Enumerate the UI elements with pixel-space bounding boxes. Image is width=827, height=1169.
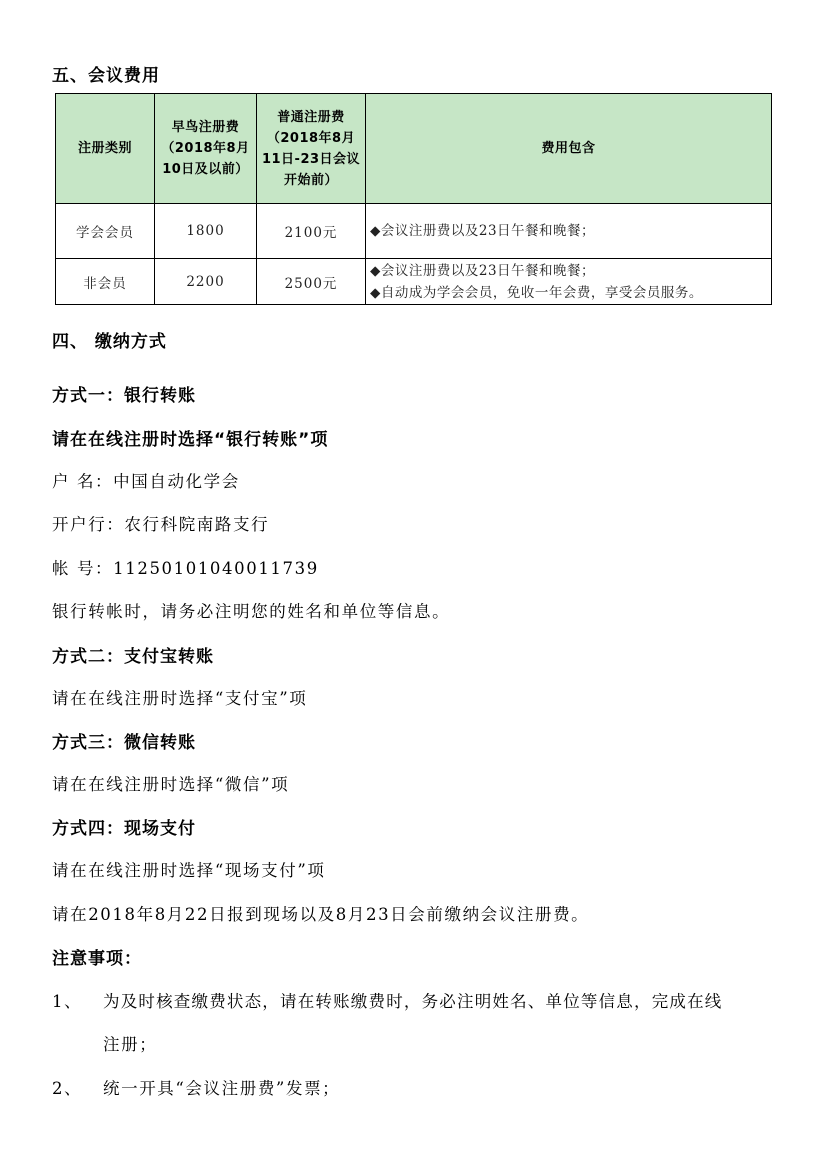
header-early-fee: 早鸟注册费（2018年8月10日及以前） xyxy=(155,94,257,204)
section-title-payment: 四、 缴纳方式 xyxy=(52,332,167,352)
include-item: ◆会议注册费以及23日午餐和晚餐； xyxy=(370,223,596,239)
note-number: 1、 xyxy=(52,992,83,1011)
header-category: 注册类别 xyxy=(56,94,155,204)
fee-table-header-row xyxy=(56,94,772,204)
method1-title: 方式一：银行转账 xyxy=(52,386,196,406)
method4-instruction: 请在在线注册时选择“现场支付”项 xyxy=(52,861,326,880)
method3-instruction: 请在在线注册时选择“微信”项 xyxy=(52,775,290,794)
header-includes: 费用包含 xyxy=(366,94,772,204)
method4-title: 方式四：现场支付 xyxy=(52,819,196,839)
header-regular-fee: 普通注册费（2018年8月11日-23日会议开始前） xyxy=(257,94,366,204)
cell-early-fee: 2200 xyxy=(155,259,257,305)
method4-note: 请在2018年8月22日报到现场以及8月23日会前缴纳会议注册费。 xyxy=(52,905,590,924)
account-name: 户 名：中国自动化学会 xyxy=(52,472,240,491)
note-number: 2、 xyxy=(52,1079,83,1098)
cell-category: 学会会员 xyxy=(56,204,155,259)
method1-instruction: 请在在线注册时选择“银行转账”项 xyxy=(52,430,329,450)
fee-table xyxy=(55,93,772,305)
account-number: 帐 号：11250101040011739 xyxy=(52,559,319,578)
cell-includes xyxy=(366,259,772,305)
bank-name: 开户行：农行科院南路支行 xyxy=(52,515,270,534)
method2-title: 方式二：支付宝转账 xyxy=(52,647,214,667)
table-row xyxy=(56,259,772,305)
cell-early-fee: 1800 xyxy=(155,204,257,259)
note-text: 统一开具“会议注册费”发票； xyxy=(103,1079,341,1098)
cell-regular-fee: 2500元 xyxy=(257,259,366,305)
section-title-fees: 五、会议费用 xyxy=(52,66,160,86)
note-text: 为及时核查缴费状态，请在转账缴费时，务必注明姓名、单位等信息，完成在线 xyxy=(103,992,723,1011)
table-row xyxy=(56,204,772,259)
note-text-continued: 注册； xyxy=(103,1035,158,1054)
cell-category: 非会员 xyxy=(56,259,155,305)
method2-instruction: 请在在线注册时选择“支付宝”项 xyxy=(52,689,308,708)
include-item: ◆自动成为学会会员，免收一年会费，享受会员服务。 xyxy=(370,284,703,301)
cell-includes xyxy=(366,204,772,259)
include-item: ◆会议注册费以及23日午餐和晚餐； xyxy=(370,262,596,279)
cell-regular-fee: 2100元 xyxy=(257,204,366,259)
transfer-note: 银行转帐时，请务必注明您的姓名和单位等信息。 xyxy=(52,602,451,621)
method3-title: 方式三：微信转账 xyxy=(52,733,196,753)
notes-title: 注意事项： xyxy=(52,949,142,969)
